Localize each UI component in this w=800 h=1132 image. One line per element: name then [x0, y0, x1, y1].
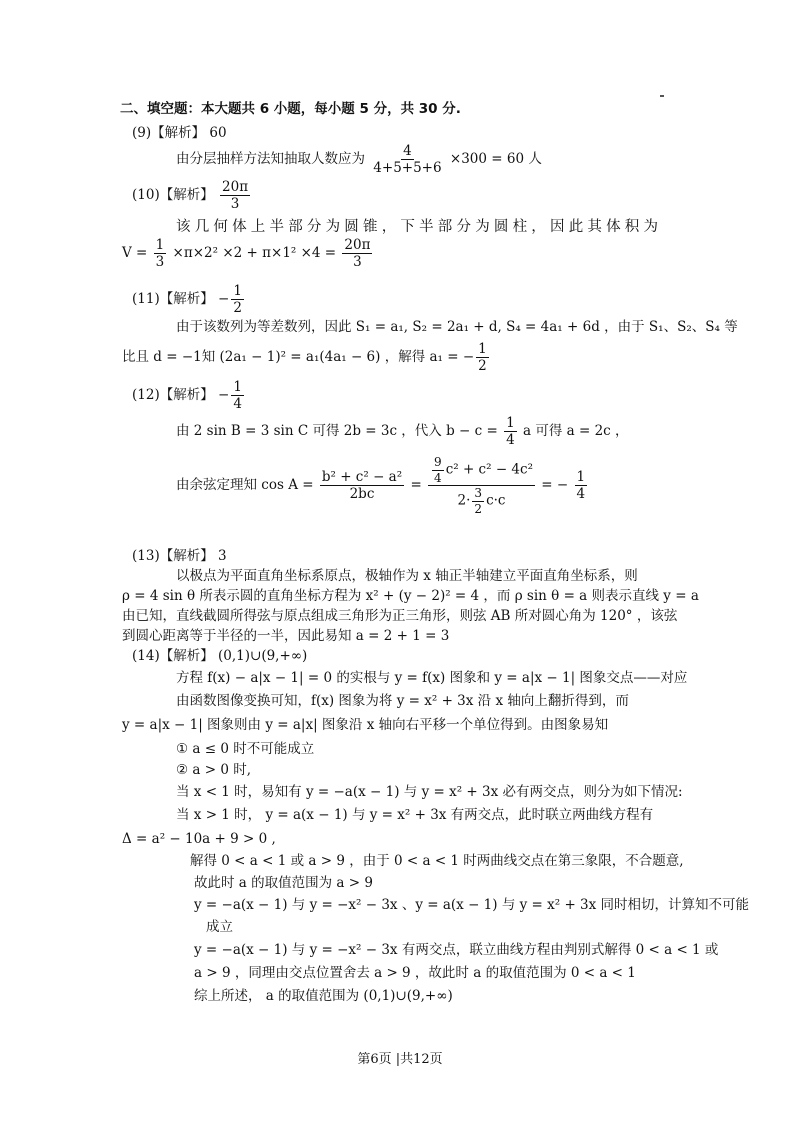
q9-frac-num: 4: [403, 143, 412, 159]
q14-line13: y = −a(x − 1) 与 y = −x² − 3x 有两交点，联立曲线方程由判别式解得 0 < a < 1 或: [194, 942, 719, 958]
q9-text-after: ×300 = 60 人: [449, 151, 542, 168]
q12-answer-fraction: [231, 380, 244, 411]
q9-text-before: 由分层抽样方法知抽取人数应为: [176, 151, 365, 168]
q14-line5: ② a > 0 时,: [176, 762, 252, 778]
q14-label: (14)【解析】: [132, 648, 214, 664]
q11-line2-num: 1: [478, 341, 487, 357]
q13-label: (13)【解析】: [132, 548, 214, 564]
q10-line1-text: 该几何体上半部分为圆锥，下半部分为圆柱，因此其体积为: [176, 219, 658, 235]
q10-label-line: [132, 180, 252, 211]
q10-answer-fraction: [220, 180, 250, 211]
q12-big-denominator: [456, 486, 508, 515]
q9-answer: 60: [209, 125, 227, 141]
q12-line1-post: a 可得 a = 2c ，: [523, 423, 629, 440]
q13-line1: 以极点为平面直角坐标系原点，极轴作为 x 轴正半轴建立平面直角坐标系，则: [176, 568, 638, 584]
q12-big-num-rest: c² + c² − 4c²: [445, 461, 533, 478]
q12-cos-eq: =: [410, 477, 422, 494]
q10-line1: [176, 218, 658, 236]
q14-line8: Δ = a² − 10a + 9 > 0 ,: [122, 831, 276, 847]
q11-answer-fraction: [231, 284, 244, 315]
q12-big-numerator: [428, 456, 535, 486]
q11-line2-fraction: [476, 342, 489, 373]
q10-v-res-num: 20π: [344, 237, 371, 253]
q12-line2-pre: 由余弦定理知 cos A =: [176, 477, 314, 494]
q12-big-den-den: 2: [474, 501, 483, 516]
q9-fraction: [371, 144, 443, 175]
q9-frac-den: 4+5+5+6: [373, 160, 442, 177]
q12-label: (12)【解析】: [132, 387, 214, 404]
q12-line1: [176, 416, 629, 447]
q12-res-num: 1: [576, 469, 586, 486]
q10-v-mid: ×π×2² ×2 + π×1² ×4 =: [172, 245, 337, 262]
q10-v-frac-num: 1: [155, 237, 165, 253]
q10-label: (10)【解析】: [132, 187, 214, 204]
q12-line1-pre: 由 2 sin B = 3 sin C 可得 2b = 3c ，代入 b − c =: [176, 423, 498, 440]
q14-label-line: [132, 647, 307, 665]
q10-ans-num: 20π: [222, 179, 249, 195]
q12-label-line: [132, 380, 246, 411]
q12-big-fraction: [428, 456, 535, 515]
q11-line2: [122, 342, 491, 373]
page-footer: 第6页 |共12页: [357, 1052, 443, 1067]
q12-big-num-a: 9: [434, 455, 442, 469]
q12-cos-den: 2bc: [349, 486, 375, 503]
q12-res-fraction: [575, 470, 588, 501]
q12-ans-num: 1: [233, 379, 242, 395]
q12-big-den-post: c·c: [486, 492, 506, 509]
q9-label-line: [132, 124, 227, 142]
q14-line6: 当 x < 1 时，易知有 y = −a(x − 1) 与 y = x² + 3x 必有两交点，则分为如下情况:: [176, 784, 683, 800]
q10-ans-den: 3: [230, 196, 240, 213]
q14-line15: 综上所述， a 的取值范围为 (0,1)∪(9,+∞): [194, 988, 453, 1004]
q12-cosine-line: [176, 456, 589, 515]
q12-cos-num: b² + c² − a²: [321, 469, 403, 486]
scan-mark: [660, 95, 664, 97]
q12-res-den: 4: [576, 486, 586, 503]
q10-v-res-den: 3: [353, 254, 362, 271]
q12-big-den-num: 3: [474, 486, 483, 501]
section-header: 二、填空题：本大题共 6 小题，每小题 5 分，共 30 分.: [120, 101, 461, 117]
q9-explanation: [176, 144, 542, 175]
q14-line1: 方程 f(x) − a|x − 1| = 0 的实根与 y = f(x) 图象和 y = a|x − 1| 图象交点——对应: [176, 670, 688, 686]
q12-ans-sign: −: [218, 387, 230, 404]
q13-line4: 到圆心距离等于半径的一半，因此易知 a = 2 + 1 = 3: [122, 628, 450, 644]
q11-ans-sign: −: [218, 291, 230, 308]
q14-line3: y = a|x − 1| 图象则由 y = a|x| 图象沿 x 轴向右平移一个单位得到。由图象易知: [122, 717, 609, 733]
q14-line7: 当 x > 1 时， y = a(x − 1) 与 y = x² + 3x 有两交点，此时联立两曲线方程有: [176, 807, 654, 823]
q10-v-frac-den: 3: [155, 254, 165, 271]
q12-line1-num: 1: [506, 415, 515, 431]
q12-ans-den: 4: [233, 396, 242, 413]
q11-ans-den: 2: [233, 300, 242, 317]
q12-big-num-b: 4: [434, 470, 442, 485]
q10-v-fraction: [154, 238, 167, 269]
q10-volume-line: [122, 238, 374, 269]
q13-label-line: [132, 547, 227, 565]
q10-v-result: [342, 238, 372, 269]
q12-big-den-pre: 2·: [457, 492, 471, 509]
q11-ans-num: 1: [233, 283, 242, 299]
q11-label-line: [132, 284, 246, 315]
q14-line12: 成立: [206, 919, 233, 935]
q14-line2: 由函数图像变换可知，f(x) 图象为将 y = x² + 3x 沿 x 轴向上翻折得到，而: [176, 693, 629, 709]
q12-big-num-frac: [432, 456, 444, 484]
q10-v-prefix: V =: [122, 245, 148, 262]
q14-answer: (0,1)∪(9,+∞): [218, 648, 308, 664]
q11-line1: 由于该数列为等差数列，因此 S₁ = a₁, S₂ = 2a₁ + d, S₄ = 4a₁ + 6d ，由于 S₁、S₂、S₄ 等: [176, 319, 738, 335]
q13-line3: 由已知，直线截圆所得弦与原点组成三角形为正三角形，则弦 AB 所对圆心角为 120° ，该弦: [122, 608, 678, 624]
q11-line2-den: 2: [478, 358, 487, 375]
q14-line11: y = −a(x − 1) 与 y = −x² − 3x 、y = a(x − 1) 与 y = x² + 3x 同时相切，计算知不可能: [194, 897, 750, 913]
q12-big-den-frac: [472, 487, 484, 515]
q14-line4: ① a ≤ 0 时不可能成立: [176, 741, 315, 757]
q11-line2-pre: 比且 d = −1知 (2a₁ − 1)² = a₁(4a₁ − 6) ，解得 a₁ = −: [122, 349, 475, 366]
q12-line1-fraction: [504, 416, 517, 447]
q12-line1-den: 4: [506, 432, 515, 449]
q12-res-sign: = −: [541, 477, 569, 494]
q13-answer: 3: [218, 548, 227, 564]
q14-line14: a > 9 ，同理由交点位置舍去 a > 9 ，故此时 a 的取值范围为 0 < a < 1: [194, 965, 636, 981]
q14-line9: 解得 0 < a < 1 或 a > 9 ，由于 0 < a < 1 时两曲线交点在第三象限，不合题意,: [190, 853, 684, 869]
q11-label: (11)【解析】: [132, 291, 214, 308]
q13-line2: ρ = 4 sin θ 所表示圆的直角坐标方程为 x² + (y − 2)² = 4 ，而 ρ sin θ = a 则表示直线 y = a: [122, 588, 699, 604]
q14-line10: 故此时 a 的取值范围为 a > 9: [194, 875, 373, 891]
q12-cos-fraction: [320, 470, 404, 501]
q9-label: (9)【解析】: [132, 125, 206, 141]
